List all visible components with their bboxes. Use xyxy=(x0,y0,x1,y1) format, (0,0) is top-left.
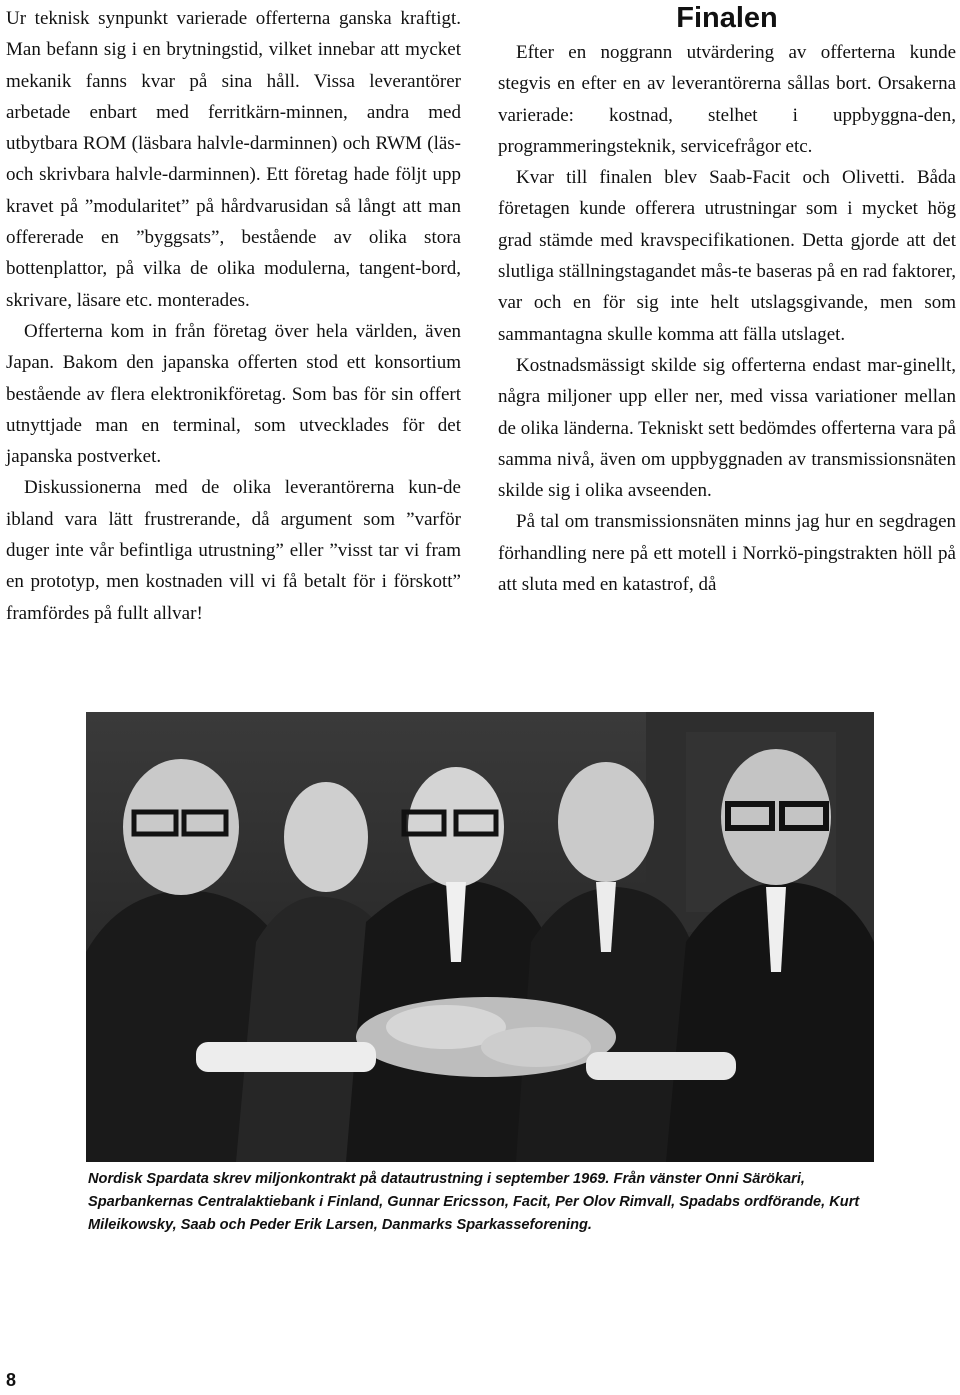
page-number: 8 xyxy=(6,1370,17,1390)
right-paragraph-1: Efter en noggrann utvärdering av offerterna kunde stegvis en efter en av leverantörerna sållas bort. Orsakerna varierade: kostnad, stelhet i uppbyggna-den, programmeringsteknik, servicefrågor etc. xyxy=(498,42,956,157)
right-paragraph-3: Kostnadsmässigt skilde sig offerterna endast mar-ginellt, några miljoner upp eller ner, med vissa variationer mellan de olika länderna. Tekniskt sett bedömdes offerterna vara på samma nivå, även om uppbyggnaden av transmissionsnäten skilde sig i olika avseenden. xyxy=(498,354,956,502)
left-paragraph-1: Ur teknisk synpunkt varierade offerterna ganska kraftigt. Man befann sig i en brytningstid, vilket innebar att mycket mekanik fanns kvar på sina håll. Vissa leverantörer arbetade enbart med ferritkärn-minnen, andra med utbytbara ROM (läsbara halvle-darminnen) och RWM (läs- och skrivbara halvle-darminnen). Ett företag hade följt upp kravet på ”modularitet” på hårdvarusidan så långt att man offererade en ”byggsats”, bestående av olika stora bottenplattor, på vilka de olika modulerna, tangent-bord, skrivare, läsare etc. monterades. xyxy=(6,8,461,311)
right-paragraph-2: Kvar till finalen blev Saab-Facit och Olivetti. Båda företagen kunde offerera utrustningar som i mycket hög grad stämde med kravspecifikationen. Detta gjorde att det slutliga ställningstagandet mås-te baseras på en rad faktorer, var och en för sig inte helt utslagsgivande, men som sammantagna skulle komma att fälla utslaget. xyxy=(498,167,956,345)
left-paragraph-3: Diskussionerna med de olika leverantörerna kun-de ibland vara lätt frustrerande, då argument som ”varför duger inte vår befintliga utrustning” eller ”visst tar vi fram en prototyp, men kostnaden vill vi få betalt för i förskott” framfördes på fullt allvar! xyxy=(6,477,461,624)
right-paragraph-4: På tal om transmissionsnäten minns jag hur en segdragen förhandling nere på ett motell i Norrkö-pingstrakten höll på att sluta med en katastrof, då xyxy=(498,511,956,596)
left-paragraph-2: Offerterna kom in från företag över hela världen, även Japan. Bakom den japanska offerten stod ett konsortium bestående av flera elektronikföretag. Som bas för sin offert utnyttjade man en terminal, som utvecklades för det japanska postverket. xyxy=(6,320,461,468)
photo-caption: Nordisk Spardata skrev miljonkontrakt på datautrustning i september 1969. Från vänster Onni Särökari, Sparbankernas Centralaktiebank i Finland, Gunnar Ericsson, Facit, Per Olov Rimvall, Spadabs ordförande, Kurt Mileikowsky, Saab och Peder Erik Larsen, Danmarks Sparkasseforening. xyxy=(88,1171,860,1233)
group-photo-illustration xyxy=(86,712,874,1162)
group-photo xyxy=(86,712,874,1162)
left-text-column xyxy=(6,3,461,629)
right-text-column xyxy=(498,3,956,600)
section-heading: Finalen xyxy=(676,2,778,34)
